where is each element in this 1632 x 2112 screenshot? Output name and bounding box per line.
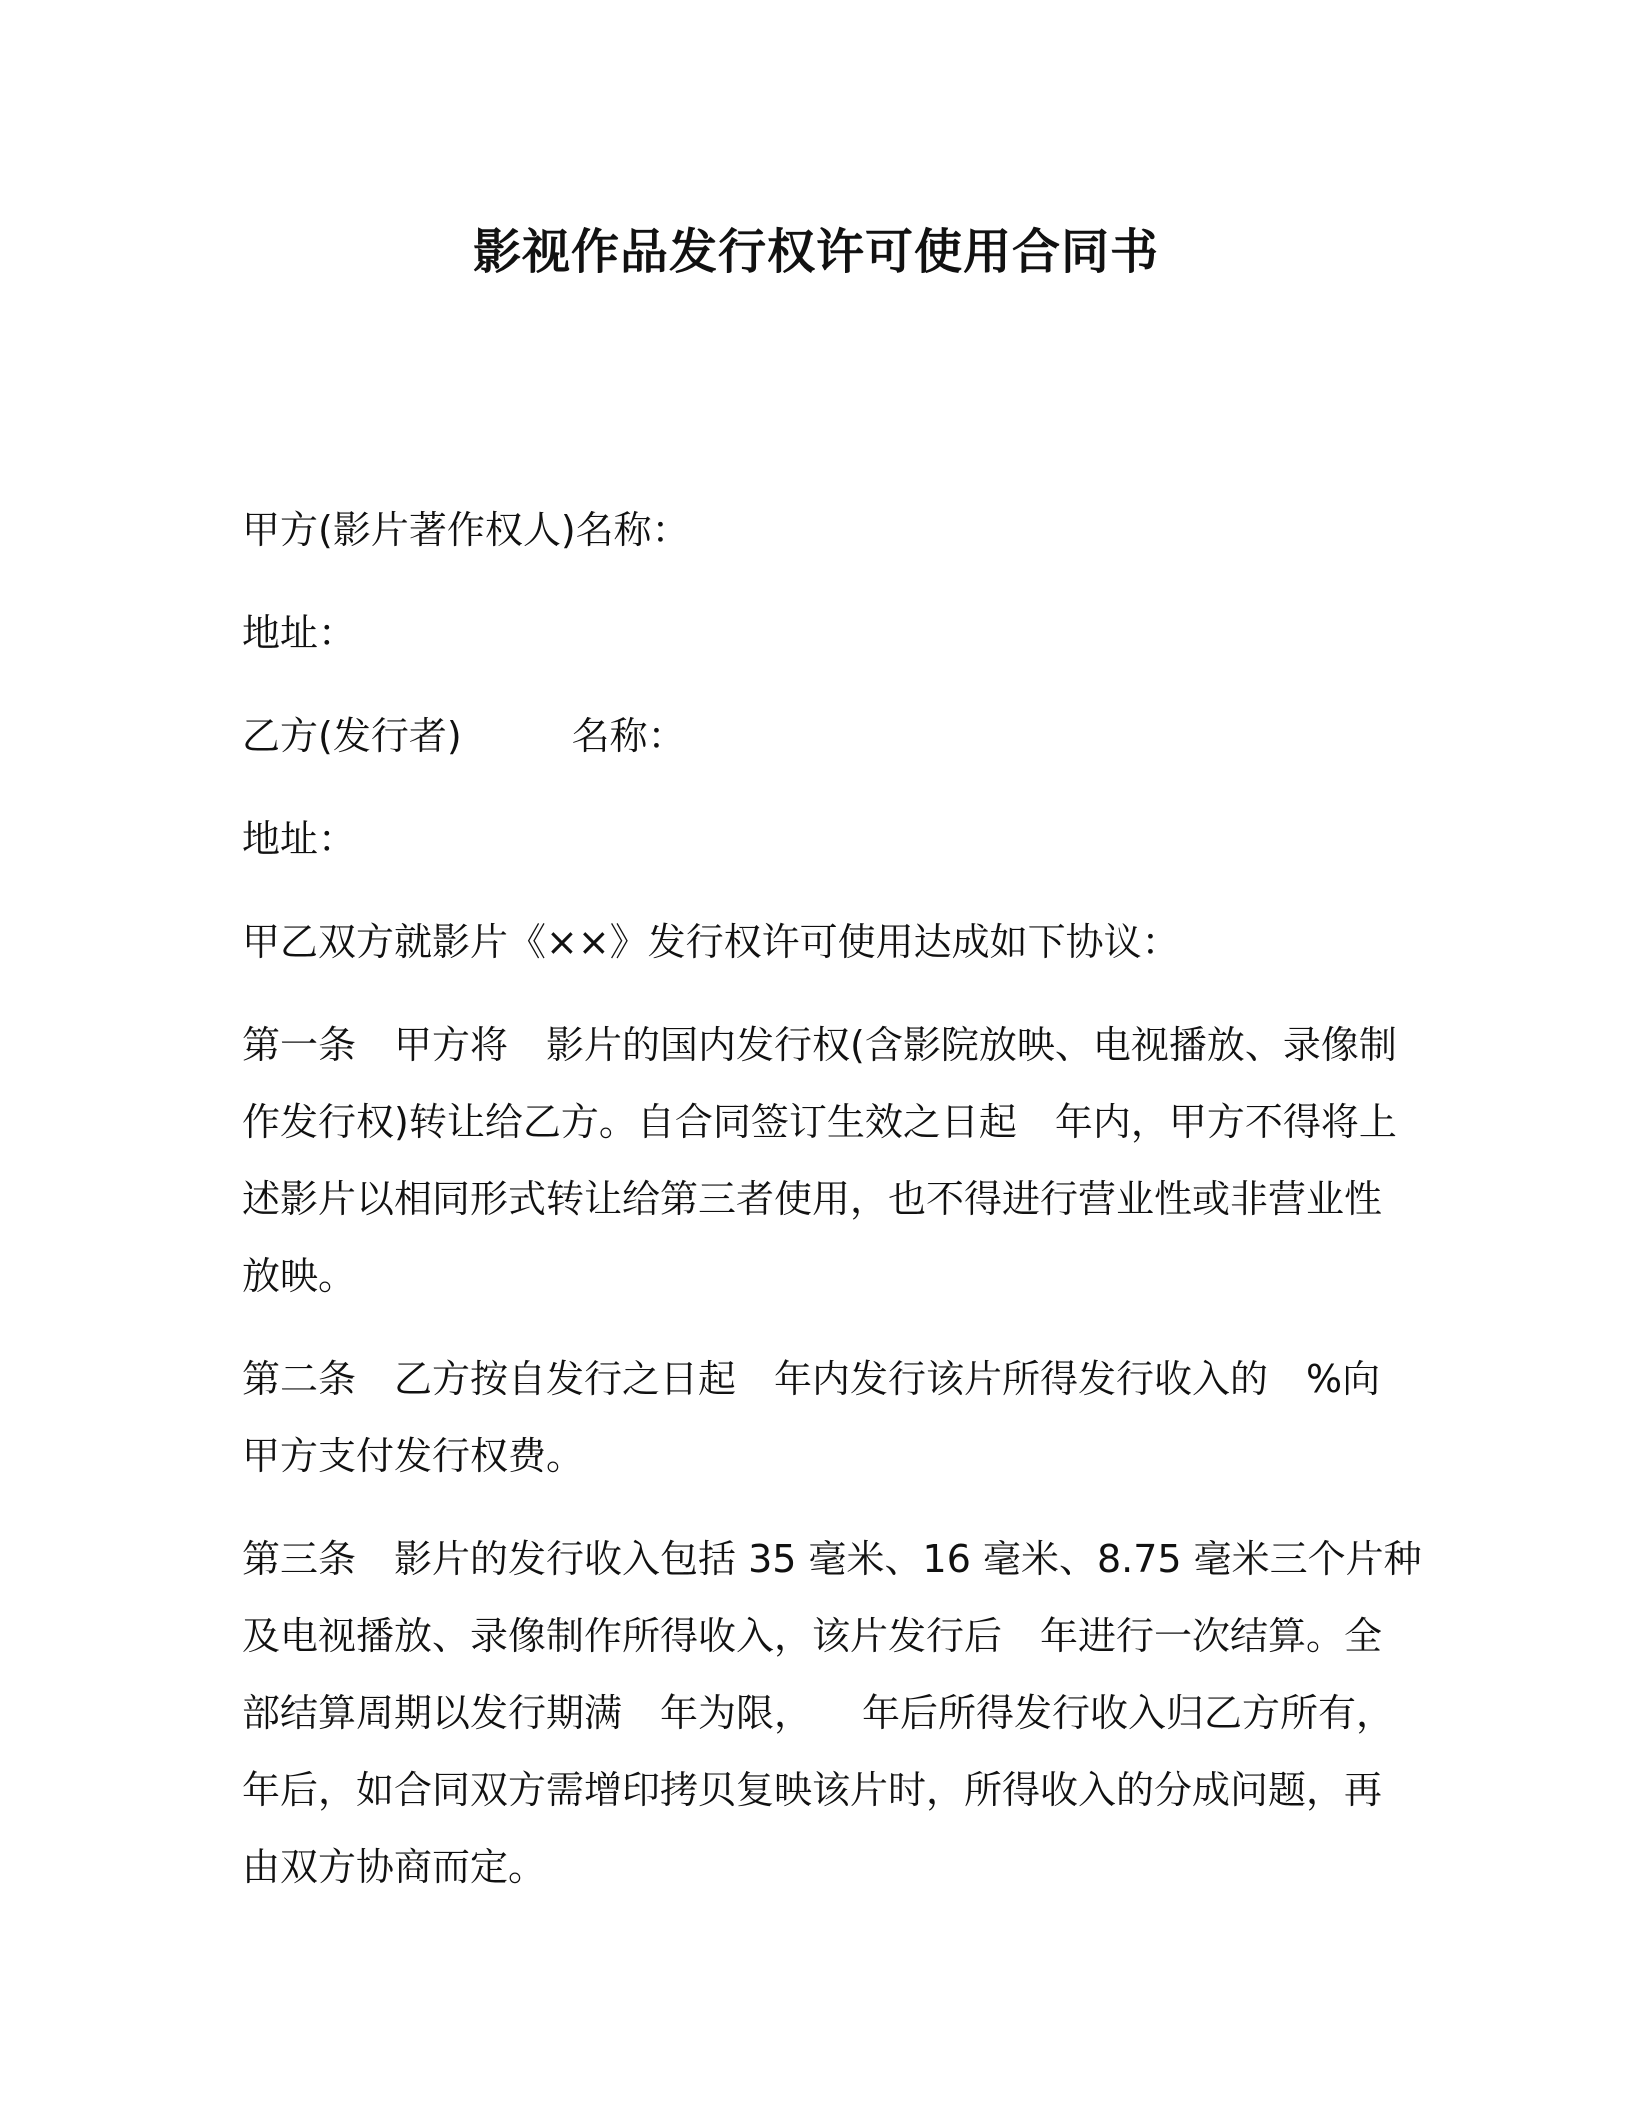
article-1-text: 影片的国内发行权(含影院放映、电视播放、录像制	[546, 1023, 1397, 1067]
article-2-line-1	[242, 1341, 1382, 1418]
article-1-number: 第一条	[242, 1023, 357, 1067]
party-b-address-line: 地址：	[242, 817, 357, 861]
article-1-line-2	[242, 1084, 1397, 1161]
article-2-text: 年内发行该片所得发行收入的	[774, 1357, 1269, 1401]
party-a-address-line: 地址：	[242, 611, 357, 655]
article-3-text: 部结算周期以发行期满	[242, 1691, 623, 1735]
article-2-number: 第二条	[242, 1357, 357, 1401]
article-3-text: 年为限，	[660, 1691, 813, 1735]
article-2	[242, 1341, 1382, 1495]
party-b-name-label: 名称：	[571, 714, 686, 758]
article-1-line-3: 述影片以相同形式转让给第三者使用，也不得进行营业性或非营业性	[242, 1177, 1383, 1221]
party-a-name-line: 甲方(影片著作权人)名称：	[242, 508, 690, 552]
article-1-line-1	[242, 1007, 1397, 1084]
article-3-text: 影片的发行收入包括 35 毫米、16 毫米、8.75 毫米三个片种	[394, 1537, 1422, 1581]
article-1	[242, 1007, 1397, 1315]
article-1-text: 年内，甲方不得将上	[1054, 1100, 1397, 1144]
article-1-line-4: 放映。	[242, 1254, 357, 1298]
article-2-text: 乙方按自发行之日起	[394, 1357, 737, 1401]
article-2-line-2: 甲方支付发行权费。	[242, 1434, 585, 1478]
article-3-line-1	[242, 1521, 1422, 1598]
article-2-text: %向	[1306, 1357, 1381, 1401]
article-3-line-2	[242, 1598, 1382, 1675]
article-3-line-3	[242, 1675, 1395, 1752]
intro-paragraph: 甲乙双方就影片《××》发行权许可使用达成如下协议：	[242, 920, 1180, 964]
document-body	[242, 492, 1422, 1932]
document-title: 影视作品发行权许可使用合同书	[472, 224, 1159, 280]
article-3-text: 及电视播放、录像制作所得收入，该片发行后	[242, 1614, 1003, 1658]
article-3-text: 年进行一次结算。全	[1040, 1614, 1383, 1658]
party-b-name-line	[242, 698, 1382, 775]
article-3-number: 第三条	[242, 1537, 357, 1581]
article-3-line-5: 由双方协商而定。	[242, 1845, 547, 1889]
article-3-text: 年后所得发行收入归乙方所有，	[862, 1691, 1395, 1735]
party-b-label: 乙方(发行者)	[242, 714, 462, 758]
article-3-line-4: 年后，如合同双方需增印拷贝复映该片时，所得收入的分成问题，再	[242, 1768, 1383, 1812]
article-1-text: 作发行权)转让给乙方。自合同签订生效之日起	[242, 1100, 1017, 1144]
article-3	[242, 1521, 1422, 1906]
article-1-text: 甲方将	[394, 1023, 509, 1067]
